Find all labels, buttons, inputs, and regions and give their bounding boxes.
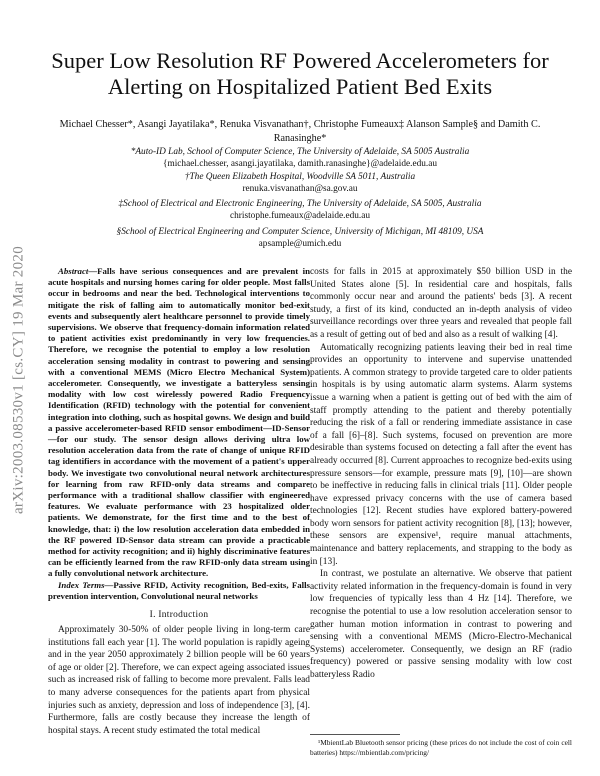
body-paragraph: costs for falls in 2015 at approximately $50 billion USD in the United States alone [5]. In residential care and hospitals, falls commonly occur near and around the patients' beds [3]. A recent study, a first of its kind, conducted an in-depth analysis of video surveillance recordings over three years and revealed that people fall as a result of getting out of bed and also as a result of walking [4]. — [310, 267, 572, 340]
left-column — [48, 266, 310, 737]
affiliations — [40, 146, 560, 250]
footnote: ¹MbientLab Bluetooth sensor pricing (these prices do not include the cost of coin cell batteries) https://mbientlab.com/pricing/ — [310, 738, 572, 757]
arxiv-identifier-sidebar — [8, 200, 30, 560]
affiliation-email: {michael.chesser, asangi.jayatilaka, damith.ranasinghe}@adelaide.edu.au — [163, 159, 437, 170]
affiliation-name: *Auto-ID Lab, School of Computer Science, The University of Adelaide, SA 5005 Australia — [130, 147, 470, 157]
intro-paragraph: Approximately 30-50% of older people living in long-term care institutions fall each year [1]. The world population is rapidly ageing and in the year 2050 approximately 2 billion people will be 60 years of age or older [2]. Therefore, we can expect ageing associated issues such as increased risk of falling to become more prevalent. Falls lead to many adverse consequences for the patients apart from physical injuries such as anxiety, depression and loss of independence [3], [4]. Furthermore, falls are costly because they increase the length of hospital stays. A recent study estimated the total medical — [48, 625, 310, 736]
author-list: Michael Chesser*, Asangi Jayatilaka*, Renuka Visvanathan†, Christophe Fumeaux‡ Alanson Sample§ and Damith C. Ranasinghe* — [59, 119, 541, 144]
abstract-text: —Falls have serious consequences and are prevalent in acute hospitals and nursing homes caring for older people. Most falls occur in bedrooms and near the bed. Technological interventions to mitigate the risk of falling aim to automatically monitor bed-exit events and subsequently alert healthcare personnel to provide timely supervisions. We observe that frequency-domain information related to patient activities exist predominantly in very low frequencies. Therefore, we recognise the potential to employ a low resolution acceleration sensing modality in contrast to powering and sensing with a conventional MEMS (Micro Electro Mechanical System) accelerometer. Consequently, we investigate a batteryless sensing modality with low cost wirelessly powered Radio Frequency Identification (RFID) technology with the potential for convenient integration into clothing, such as hospital gowns. We design and build a passive accelerometer-based RFID sensor embodiment—ID-Sensor—for our study. The sensor design allows deriving ultra low resolution acceleration data from the rate of change of unique RFID tag identifiers in accordance with the movement of a patient's upper body. We investigate two convolutional neural network architectures for learning from raw RFID-only data streams and compare performance with a traditional shallow classifier with engineered features. We evaluate performance with 23 hospitalized older patients. We demonstrate, for the first time and to the best of knowledge, that: i) the low resolution acceleration data embedded in the RF powered ID-Sensor data stream can provide a practicable method for activity recognition; and ii) highly discriminative features can be efficiently learned from the raw RFID-only data stream using a fully convolutional network architecture. — [48, 266, 310, 579]
affiliation-email: apsample@umich.edu — [258, 239, 342, 250]
affiliation-email: christophe.fumeaux@adelaide.edu.au — [230, 211, 370, 222]
section-heading: I. Introduction — [149, 610, 209, 621]
arxiv-identifier: arXiv:2003.08530v1 [cs.CY] 19 Mar 2020 — [10, 245, 27, 515]
index-terms — [48, 580, 310, 602]
affiliation-name: ‡School of Electrical and Electronic Engineering, The University of Adelaide, SA 5005, Australia — [118, 199, 482, 210]
affiliation-email: renuka.visvanathan@sa.gov.au — [242, 183, 358, 194]
paper-title: Super Low Resolution RF Powered Accelerometers for Alerting on Hospitalized Patient Bed Exits — [51, 48, 549, 99]
affiliation-name: §School of Electrical Engineering and Computer Science, University of Michigan, MI 48109, USA — [116, 226, 484, 237]
body-paragraph: In contrast, we postulate an alternative. We observe that patient activity related information in the frequency-domain is found in very low frequencies of typically less than 4 Hz [14]. Therefore, we recognise the potential to use a low resolution acceleration sensor to gather human motion information in contrast to powering and sensing with a conventional MEMS (Micro-Electro-Mechanical Systems) accelerometer. Consequently, we design an RF (radio frequency) powered or passive sensing modality with low cost batteryless Radio — [310, 569, 572, 680]
body-paragraph: Automatically recognizing patients leaving their bed in real time provides an opportunity to intervene and supervise unattended patients. A common strategy to provide targeted care to older patients in hospitals is by using automatic alarm systems. Alarm systems issue a warning when a patient is getting out of bed with the aim of staff promptly attending to the patient and thereby potentially reducing the risk of a fall or rendering immediate assistance in case of a fall [6]–[8]. Such systems, focused on prevention are more desirable than systems focused on detecting a fall after the event has already occurred [8]. Current approaches to recognize bed-exits using pressure sensors—for example, pressure mats [9], [10]—are shown to be ineffective in reducing falls in clinical trials [11]. Older people have expressed privacy concerns with the use of camera based technologies [12]. Recent studies have explored battery-powered body worn sensors for patient activity recognition [8], [13]; however, these sensors are expensive¹, require manual attachments, maintenance and battery replacements, and strapping to the body as in [13]. — [310, 342, 572, 567]
abstract — [48, 266, 310, 580]
affiliation-name: †The Queen Elizabeth Hospital, Woodville SA 5011, Australia — [184, 171, 416, 182]
index-terms-text: —Passive RFID, Activity recognition, Bed-exits, Falls prevention intervention, Convolutional neural networks — [48, 579, 310, 601]
index-terms-lead: Index Terms — [58, 579, 105, 590]
right-column — [310, 266, 572, 682]
abstract-lead: Abstract — [58, 266, 89, 276]
footnote-divider — [310, 734, 400, 735]
